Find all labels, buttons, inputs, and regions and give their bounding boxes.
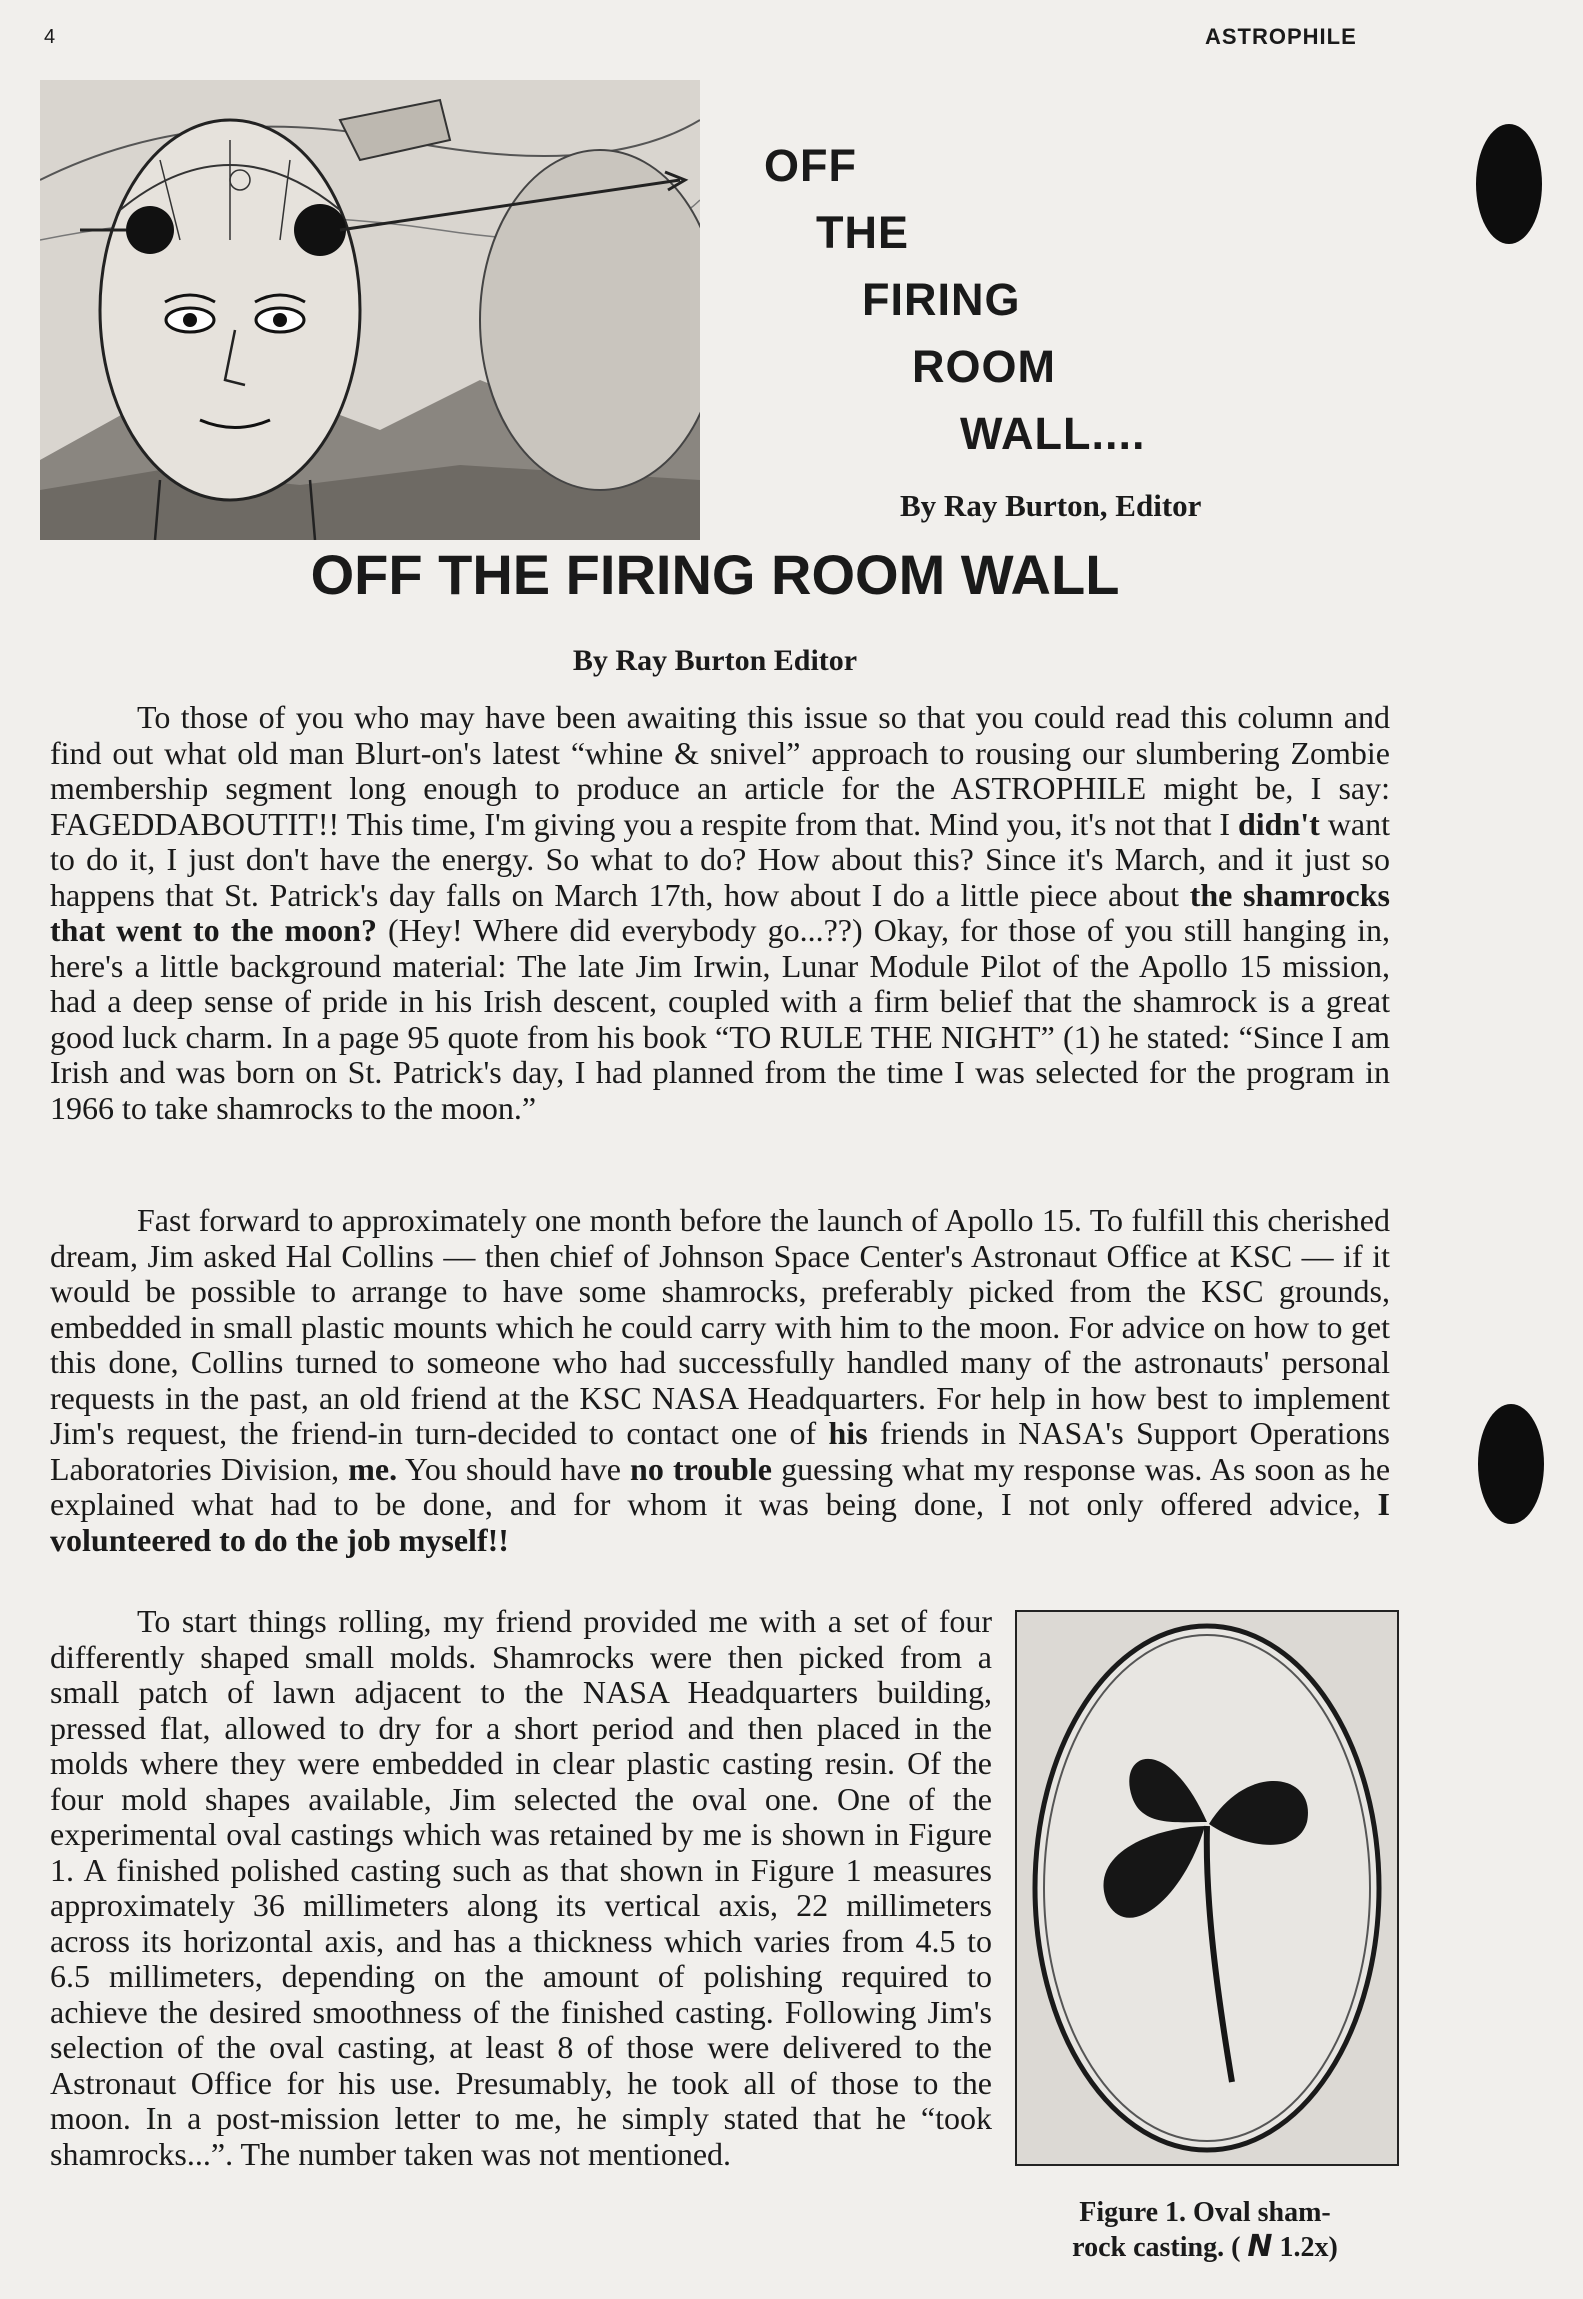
binder-hole-top	[1476, 124, 1542, 244]
title-stair-line-2: THE	[816, 207, 909, 258]
paragraph-2: Fast forward to approximately one month before the launch of Apollo 15. To fulfill this cherished dream, Jim asked Hal Collins — then chief of Johnson Space Center's Astronaut Office at KSC — if it would be possible to arrange to have some shamrocks, preferably picked from the KSC grounds, embedded in small plastic mounts which he could carry with him to the moon. For advice on how to get this done, Collins turned to someone who had successfully handled many of the astronauts' personal requests in the past, an old friend at the KSC NASA Headquarters. For help in how best to implement Jim's request, the friend-in turn-decided to contact one of his friends in NASA's Support Operations Laboratories Division, me. You should have no trouble guessing what my response was. As soon as he explained what had to be done, and for whom it was being done, I not only offered advice, I volunteered to do the job myself!!	[50, 1202, 1391, 1558]
article-title: OFF THE FIRING ROOM WALL	[310, 543, 1120, 606]
magazine-name: ASTROPHILE	[1205, 24, 1357, 49]
paragraph-3: To start things rolling, my friend provided me with a set of four differently shaped small molds. Shamrocks were then picked from a small patch of lawn adjacent to the NASA Headquarters building, pressed flat, allowed to dry for a short period and then placed in the molds where they were embedded in clear plastic casting resin. Of the four mold shapes available, Jim selected the oval one. One of the experimental oval castings which was retained by me is shown in Figure 1. A finished polished casting such as that shown in Figure 1 measures approximately 36 millimeters along its vertical axis, 22 millimeters across its horizontal axis, and has a thickness which varies from 4.5 to 6.5 millimeters, depending on the amount of polishing required to achieve the desired smoothness of the finished casting. Following Jim's selection of the oval casting, at least 8 of those were delivered to the Astronaut Office for his use. Presumably, he took all of those to the moon. In a post-mission letter to me, he simply stated that he “took shamrocks...”. The number taken was not mentioned.	[50, 1603, 992, 2172]
title-stair-line-3: FIRING	[862, 274, 1021, 325]
title-stair-byline: By Ray Burton, Editor	[900, 488, 1202, 523]
phrenology-illustration	[40, 80, 700, 540]
article-byline: By Ray Burton Editor	[572, 644, 858, 677]
nasa-n-icon: N	[1247, 2229, 1273, 2264]
shamrock-casting-figure	[1015, 1610, 1399, 2166]
page-number: 4	[44, 26, 56, 48]
title-stair-line-4: ROOM	[912, 341, 1056, 392]
figure-caption: Figure 1. Oval sham- rock casting. ( N 1.2x)	[1072, 2197, 1338, 2264]
title-stair-line-1: OFF	[764, 140, 857, 191]
paragraph-1: To those of you who may have been awaiting this issue so that you could read this column and find out what old man Blurt-on's latest “whine & snivel” approach to rousing our slumbering Zombie membership segment long enough to produce an article for the ASTROPHILE might be, I say: FAGEDDABOUTIT!! This time, I'm giving you a respite from that. Mind you, it's not that I didn't want to do it, I just don't have the energy. So what to do? How about this? Since it's March, and it just so happens that St. Patrick's day falls on March 17th, how about I do a little piece about the shamrocks that went to the moon? (Hey! Where did everybody go...??) Okay, for those of you still hanging in, here's a little background material: The late Jim Irwin, Lunar Module Pilot of the Apollo 15 mission, had a deep sense of pride in his Irish descent, coupled with a firm belief that the shamrock is a great good luck charm. In a page 95 quote from his book “TO RULE THE NIGHT” (1) he stated: “Since I am Irish and was born on St. Patrick's day, I had planned from the time I was selected for the program in 1966 to take shamrocks to the moon.”	[50, 699, 1391, 1126]
binder-hole-middle	[1478, 1404, 1544, 1524]
title-stair-line-5: WALL....	[960, 408, 1146, 459]
